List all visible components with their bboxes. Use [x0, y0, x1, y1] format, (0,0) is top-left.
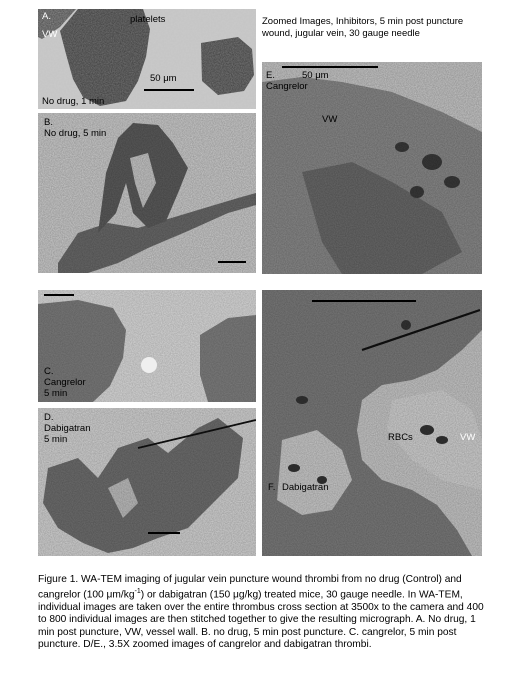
panel-e-scale-bar: [282, 66, 378, 68]
panel-a-vessel-wall-label: VW: [42, 29, 58, 40]
panel-f-label: F.: [268, 482, 276, 493]
caption-superscript: -1: [134, 588, 141, 596]
caption-part-1: Figure 1. WA-TEM imaging of jugular vein puncture wound thrombi from no drug (Control) and cangrelor (100: [38, 574, 462, 601]
caption-part-4: g/kg) treated mice, 30 gauge needle. In WA-TEM, individual images are taken over the entire thrombus cross section at 3500x to the camera and 400 to 800 individual images are then stitched together to give the resulting micrograph. A. No drug, 1 min post puncture, VW, vessel wall. B. no drug, 5 min post puncture. C. cangrelor, 5 min post puncture. D/E., 3.5X zoomed images of cangrelor and dabigatran thrombi.: [38, 589, 484, 650]
panel-e-agent-label: Cangrelor: [266, 81, 308, 92]
panel-d-label: D. Dabigatran 5 min: [44, 412, 91, 445]
panel-d-scale-bar: [148, 532, 180, 534]
panel-a-scale-label: 50 μm: [150, 73, 177, 84]
caption-part-3: ) or dabigatran (150: [140, 589, 234, 601]
zoom-heading: Zoomed Images, Inhibitors, 5 min post puncture wound, jugular vein, 30 gauge needle: [262, 16, 464, 39]
micrograph-panel-c: [38, 290, 256, 402]
micrograph-panel-e: [262, 62, 482, 274]
panel-f-vessel-wall-label: VW: [460, 432, 476, 443]
panel-c-scale-bar: [44, 294, 74, 296]
micrograph-panel-a: [38, 9, 256, 109]
caption-mu-1: μ: [106, 589, 113, 601]
caption-part-2: m/kg: [112, 589, 135, 601]
panel-c-label: C. Cangrelor 5 min: [44, 366, 86, 399]
panel-e-label: E.: [266, 70, 275, 81]
panel-e-scale-label: 50 μm: [302, 70, 329, 81]
caption-mu-2: μ: [233, 589, 239, 601]
micrograph-e-image: [262, 62, 482, 274]
panel-f-rbc-label: RBCs: [388, 432, 413, 443]
panel-b-scale-bar: [218, 261, 246, 263]
panel-a-platelets-label: platelets: [130, 14, 166, 25]
panel-b-label: B. No drug, 5 min: [44, 117, 107, 139]
panel-a-scale-bar: [144, 89, 194, 91]
panel-e-vessel-wall-label: VW: [322, 114, 338, 125]
panel-a-caption: No drug, 1 min: [42, 96, 105, 107]
panel-f-agent-label: Dabigatran: [282, 482, 329, 493]
figure-caption: [38, 574, 490, 651]
panel-f-scale-bar: [312, 300, 416, 302]
micrograph-panel-b: [38, 113, 256, 273]
micrograph-panel-f: [262, 290, 482, 556]
micrograph-f-image: [262, 290, 482, 556]
panel-a-letter: A.: [42, 11, 51, 22]
micrograph-panel-d: [38, 408, 256, 556]
